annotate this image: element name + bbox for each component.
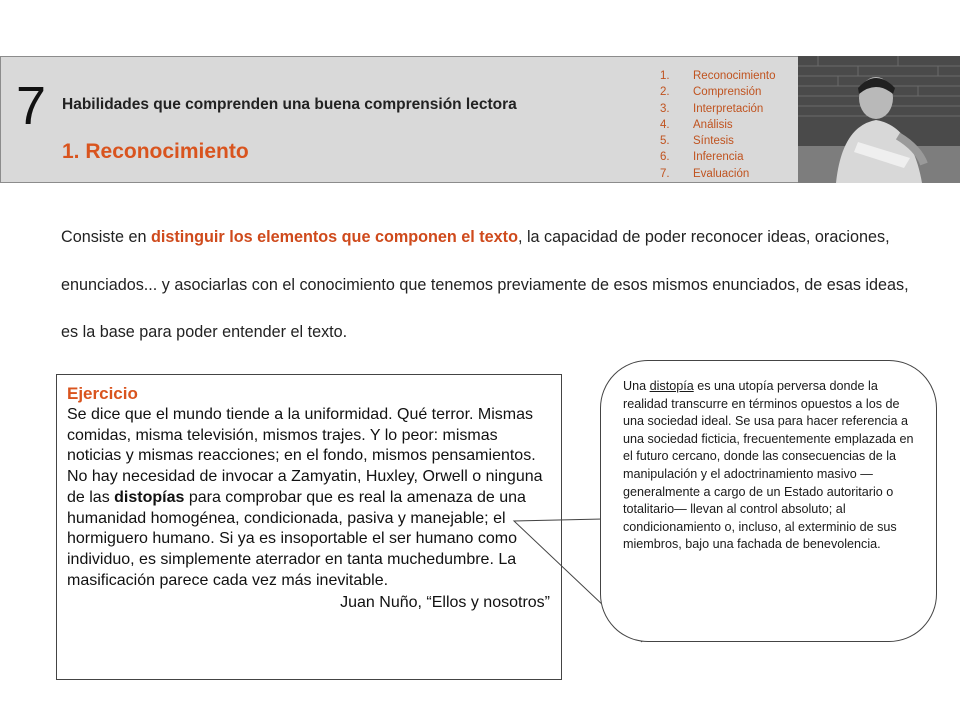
skills-list-item: 7. Evaluación — [660, 167, 750, 180]
skills-list-item: 4. Análisis — [660, 118, 733, 131]
exercise-source: Juan Nuño, “Ellos y nosotros” — [340, 594, 550, 612]
exercise-title: Ejercicio — [67, 384, 138, 403]
skills-list-item: 2. Comprensión — [660, 86, 762, 99]
distopias-term: distopías — [114, 488, 185, 506]
skills-list-item: 3. Interpretación — [660, 102, 764, 115]
skills-list-item: 1. Reconocimiento — [660, 70, 776, 82]
intro-paragraph: Consiste en distinguir los elementos que componen el texto, la capacidad de poder reconocer ideas, oraciones, enunciados... y asociarlas con el conocimiento que tenemos previamente de esos mismos enunciados, de esas ideas, es la base para poder entender el texto. — [61, 228, 909, 341]
section-title: 1. Reconocimiento — [62, 140, 249, 163]
skills-list-item: 5. Síntesis — [660, 135, 734, 148]
exercise-text: Se dice que el mundo tiende a la uniformidad. Qué terror. Mismas comidas, misma televisión, mismos trajes. Y lo peor: mismas noticias y mismas reacciones; en el fondo, mismos pensamientos. No hay necesidad de invocar a Zamyatin, Huxley, Orwell o ninguna de las distopías para comprobar que es real la amenaza de una humanidad homogénea, condicionada, pasiva y manejable; el hormiguero humano. Si ya es insoportable el ser humano como individuo, es simplemente aterrador en tanta muchedumbre. La masificación parece cada vez más inevitable. — [67, 406, 543, 589]
key-phrase: distinguir los elementos que componen el texto — [150, 228, 518, 246]
defined-term: distopía — [649, 379, 694, 393]
slide-subtitle: Habilidades que comprenden una buena comprensión lectora — [62, 96, 517, 113]
definition-callout — [600, 360, 937, 642]
slide-number: 7 — [16, 76, 47, 136]
skills-list-item: 6. Inferencia — [660, 151, 744, 164]
definition-text: Una distopía es una utopía perversa donde la realidad transcurre en términos opuestos a los de una sociedad ideal. Se usa para hacer referencia a una sociedad ficticia, frecuentemente emplazada en el futuro cercano, donde las consecuencias de la manipulación y el adoctrinamiento masivo —generalmente a cargo de un Estado autoritario o totalitario— llevan al control absoluto; al condicionamiento o, incluso, al exterminio de sus miembros, bajo una fachada de benevolencia. — [623, 379, 914, 552]
